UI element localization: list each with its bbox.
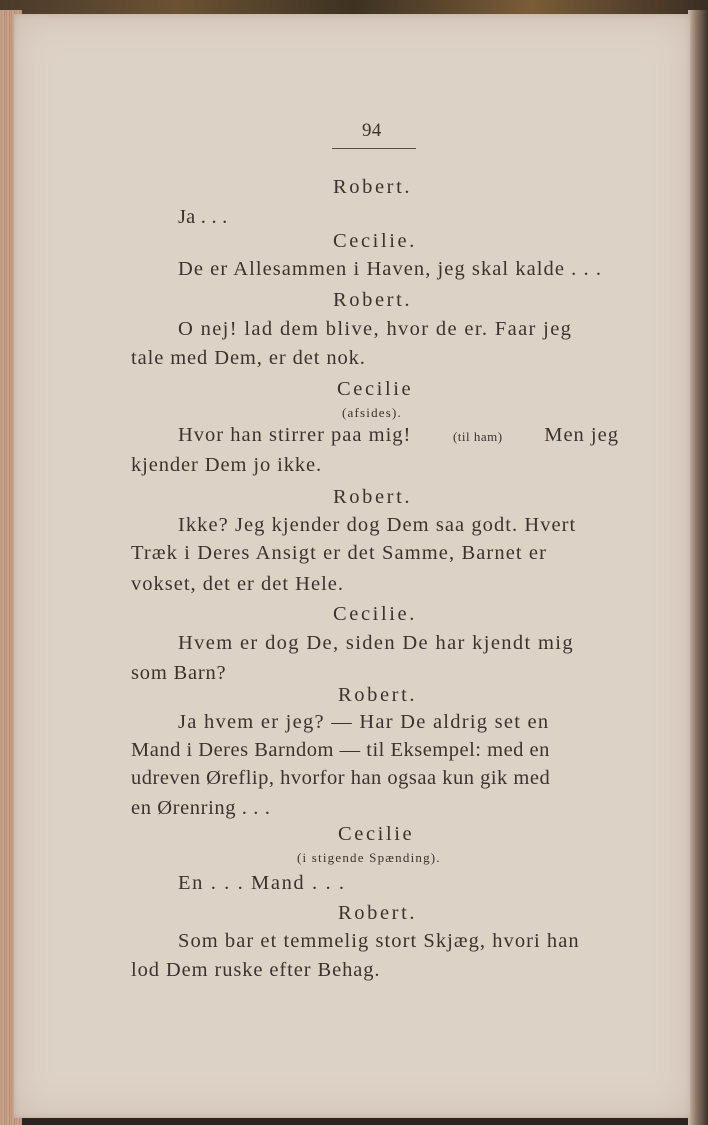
speaker-cecilie: Cecilie. bbox=[333, 230, 417, 252]
speaker-cecilie: Cecilie. bbox=[333, 603, 417, 625]
dialogue-fragment: Hvor han stirrer paa mig! bbox=[178, 424, 412, 446]
dialogue-line: Træk i Deres Ansigt er det Samme, Barnet er bbox=[131, 542, 548, 564]
dialogue-line: Hvem er dog De, siden De har kjendt mig bbox=[178, 632, 574, 654]
stage-direction: (i stigende Spænding). bbox=[297, 850, 441, 865]
dialogue-line: En . . . Mand . . . bbox=[178, 872, 346, 894]
dialogue-line: vokset, det er det Hele. bbox=[131, 573, 344, 595]
speaker-robert: Robert. bbox=[338, 902, 418, 924]
dialogue-line: Som bar et temmelig stort Skjæg, hvori han bbox=[178, 930, 580, 952]
dialogue-line: udreven Øreflip, hvorfor han ogsaa kun gik med bbox=[131, 767, 551, 789]
dialogue-line: O nej! lad dem blive, hvor de er. Faar jeg bbox=[178, 318, 573, 340]
dialogue-line: en Ørenring . . . bbox=[131, 797, 271, 819]
dialogue-fragment: Men jeg bbox=[544, 424, 619, 446]
dialogue-line: Ja . . . bbox=[178, 206, 228, 228]
speaker-robert: Robert. bbox=[333, 486, 413, 508]
stage-direction: (afsides). bbox=[342, 405, 403, 420]
speaker-cecilie: Cecilie bbox=[338, 823, 415, 845]
dialogue-line: som Barn? bbox=[131, 662, 227, 684]
dialogue-line bbox=[178, 424, 619, 447]
dialogue-line: Ikke? Jeg kjender dog Dem saa godt. Hvert bbox=[178, 514, 577, 536]
dialogue-line: De er Allesammen i Haven, jeg skal kalde . . . bbox=[178, 258, 603, 280]
stage-direction-inline: (til ham) bbox=[452, 429, 503, 444]
dialogue-line: Ja hvem er jeg? — Har De aldrig set en bbox=[178, 711, 550, 733]
dialogue-line: lod Dem ruske efter Behag. bbox=[131, 959, 381, 981]
speaker-robert: Robert. bbox=[333, 176, 413, 198]
dialogue-line: Mand i Deres Barndom — til Eksempel: med en bbox=[131, 739, 550, 761]
speaker-robert: Robert. bbox=[333, 289, 413, 311]
page-number: 94 bbox=[362, 120, 382, 141]
page-number-rule bbox=[332, 148, 416, 149]
dialogue-line: tale med Dem, er det nok. bbox=[131, 347, 366, 369]
speaker-robert: Robert. bbox=[338, 684, 418, 706]
page-stack-right-edge bbox=[688, 10, 708, 1125]
dialogue-line: kjender Dem jo ikke. bbox=[131, 454, 323, 476]
speaker-cecilie: Cecilie bbox=[337, 378, 414, 400]
